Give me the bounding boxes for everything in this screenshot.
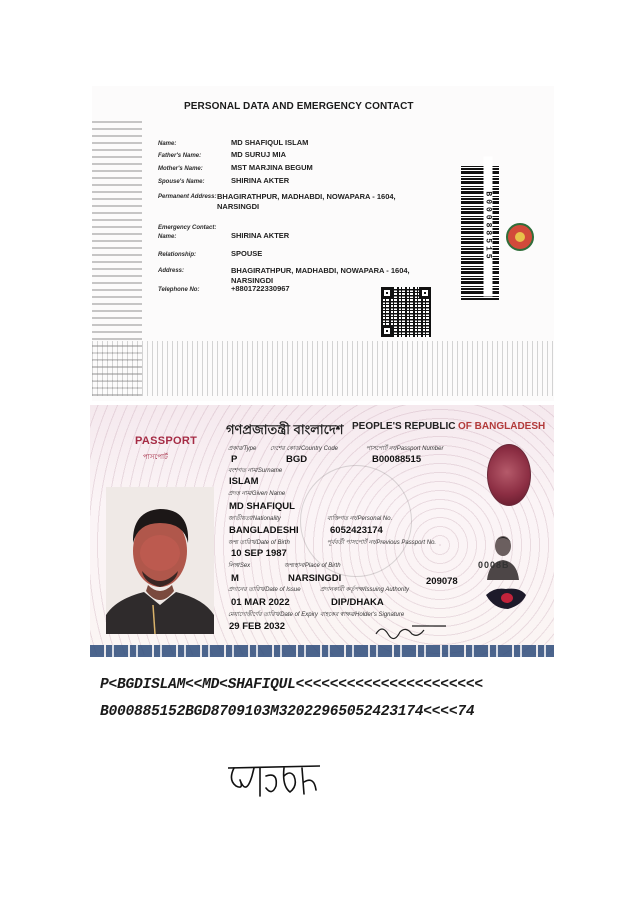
ghost-number: 0008B [478,560,510,570]
country-code-value: BGD [286,454,308,465]
barcode-number: B00088515 [484,157,493,297]
country-name-en-accent: OF BANGLADESH [458,421,546,432]
qr-finder-icon [381,325,393,337]
country-map-icon [484,585,528,611]
qr-finder-icon [419,287,431,299]
barcode-text-strip [478,160,493,300]
date-of-issue-value: 01 MAR 2022 [231,597,290,608]
country-name-bn: গণপ্রজাতন্ত্রী বাংলাদেশ [226,422,344,437]
personal-no-value: 6052423174 [330,525,383,536]
emergency-contact-heading: Emergency Contact: [158,225,217,231]
date-of-expiry-label: মেয়াদোত্তীর্ণের তারিখ/Date of Expiry [228,612,318,618]
type-value: P [231,454,238,465]
country-code-label: দেশের কোড/Country Code [270,446,338,452]
type-label: প্রকার/Type [228,446,257,452]
portrait-icon [106,487,214,634]
passport-label: PASSPORT [135,435,198,447]
place-of-birth-label: জন্মস্থান/Place of Birth [284,563,341,569]
page-title: PERSONAL DATA AND EMERGENCY CONTACT [184,101,414,112]
mrz-line-2: B000885152BGD8709103M32022965052423174<<<<74 [100,704,475,720]
emergency-address-label: Address: [158,268,185,274]
security-band [90,645,554,657]
mother-name-value: MST MARJINA BEGUM [231,163,313,172]
date-of-issue-label: প্রদানের তারিখ/Date of Issue [228,587,301,593]
mrz-line-1: P<BGDISLAM<<MD<SHAFIQUL<<<<<<<<<<<<<<<<<<<<<< [100,677,483,693]
holder-signature-label: বাহকের স্বাক্ষর/Holder's Signature [320,612,405,618]
name-label: Name: [158,141,177,147]
father-name-label: Father's Name: [158,153,202,159]
personal-no-label: ব্যক্তিগত নং/Personal No. [327,516,393,522]
father-name-value: MD SURUJ MIA [231,150,287,159]
country-name-en: PEOPLE'S REPUBLIC [352,421,456,432]
holder-photo [106,487,214,634]
security-hologram-icon [487,444,531,506]
security-pattern-bottom [92,341,554,396]
surname-label: বংশগত নাম/Surname [228,468,283,474]
nationality-label: জাতীয়তা/Nationality [228,516,281,522]
name-value: MD SHAFIQUL ISLAM [231,138,309,147]
relationship-value: SPOUSE [231,249,263,258]
dob-value: 10 SEP 1987 [231,548,287,559]
spouse-name-label: Spouse's Name: [158,179,205,185]
passport-number-value: B00088515 [372,454,422,465]
passport-label-bn: পাসপোর্ট [143,454,168,461]
mother-name-label: Mother's Name: [158,166,203,172]
permanent-address-label: Permanent Address: [158,194,217,200]
date-of-expiry-value: 29 FEB 2032 [229,621,285,632]
previous-passport-label: পূর্ববর্তী পাসপোর্ট নং/Previous Passport No. [327,540,437,546]
handwritten-signature-icon [220,756,330,806]
issuing-authority-label: প্রদানকারী কর্তৃপক্ষ/Issuing Authority [320,587,410,593]
place-of-birth-value: NARSINGDI [288,573,342,584]
given-name-label: প্রদত্ত নাম/Given Name [228,491,286,497]
national-emblem-icon [506,223,534,251]
surname-value: ISLAM [229,476,259,487]
qr-code [381,287,431,337]
issue-code-value: 209078 [426,576,458,587]
telephone-value: +8801722330967 [231,284,290,293]
given-name-value: MD SHAFIQUL [229,501,295,512]
issuing-authority-value: DIP/DHAKA [331,597,384,608]
relationship-label: Relationship: [158,252,197,258]
ghost-portrait-icon [483,530,523,580]
nationality-value: BANGLADESHI [229,525,299,536]
sex-label: লিঙ্গ/Sex [228,563,251,569]
emergency-name-label: Name: [158,234,177,240]
holder-signature-icon [372,620,452,642]
emergency-name-value: SHIRINA AKTER [231,231,290,240]
sex-value: M [231,573,239,584]
permanent-address-value: BHAGIRATHPUR, MADHABDI, NOWAPARA - 1604, NARSINGDI [217,192,396,211]
spouse-name-value: SHIRINA AKTER [231,176,290,185]
qr-finder-icon [381,287,393,299]
emergency-address-value: BHAGIRATHPUR, MADHABDI, NOWAPARA - 1604, NARSINGDI [231,266,410,285]
telephone-label: Telephone No: [158,287,200,293]
dob-label: জন্ম তারিখ/Date of Birth [228,540,290,546]
passport-number-label: পাসপোর্ট নং/Passport Number [366,446,444,452]
